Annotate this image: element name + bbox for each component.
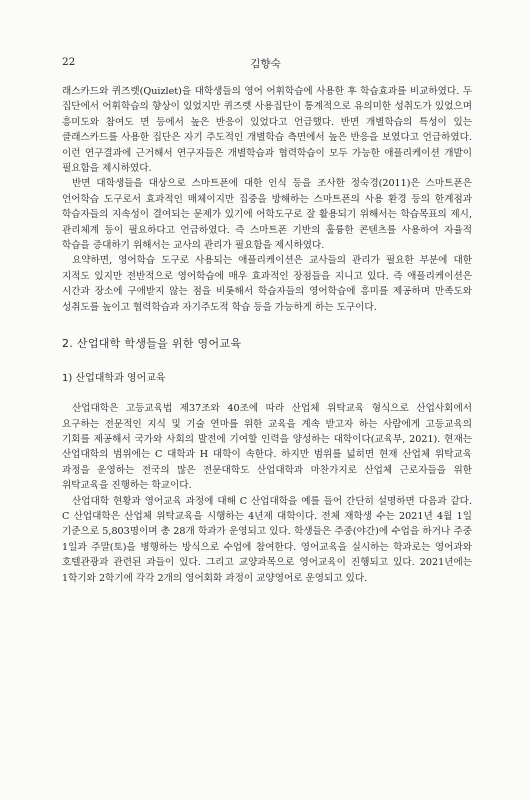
subsection-heading: 1) 산업대학과 영어교육 [62, 373, 166, 385]
paragraph: 반면 대학생들을 대상으로 스마트폰에 대한 인식 등을 조사한 정숙경(2011)은 스마트폰은 언어학습 도구로서 효과적인 매체이지만 집중을 방해하는 스마트폰의 사용 환경 등의 한계점과 학습자들의 지속성이 결여되는 문제가 있기에 어학도구로 잘 활용되기 위해서는 학습목표의 제시, 관리체계 등이 필요하다고 언급하였다. 즉 스마트폰 기반의 훌륭한 콘텐츠를 사용하여 자율적 학습을 증대하기 위해서는 교사의 관리가 필요함을 제시하였다. [62, 178, 472, 252]
running-header [62, 56, 469, 70]
paragraph: 요약하면, 영어학습 도구로 사용되는 애플리케이션은 교사들의 관리가 필요한 부분에 대한 지적도 있지만 전반적으로 영어학습에 매우 효과적인 장점들을 지니고 있다. 즉 애플리케이션은 시간과 장소에 구애받지 않는 점을 비롯해서 학습자들의 영어학습에 흥미를 제공하며 만족도와 성취도를 높이고 협력학습과 자기주도적 학습 등을 가능하게 하는 도구이다. [62, 255, 472, 313]
spacer [62, 384, 472, 401]
page-number: 22 [62, 56, 76, 68]
paragraph: 산업대학 현황과 영어교육 과정에 대해 C 산업대학을 예를 들어 간단히 설명하면 다음과 같다. C 산업대학은 산업체 위탁교육을 시행하는 4년제 대학이다. 전체 재학생 수는 2021년 4월 1일 기준으로 5,803명이며 총 28개 학과가 운영되고 있다. 학생들은 주중(야간)에 수업을 하거나 주중 1일과 주말(토)을 병행하는 방식으로 수업에 참여한다. 영어교육을 실시하는 학과로는 영어과와 호텔관광과 관련된 과들이 있다. 그리고 교양과목으로 영어교육이 진행되고 있다. 2021년에는 1학기와 2학기에 각각 2개의 영어회화 과정이 교양영어로 운영되고 있다. [62, 495, 472, 584]
paragraph: 산업대학은 고등교육법 제37조와 40조에 따라 산업체 위탁교육 형식으로 산업사회에서 요구하는 전문적인 지식 및 기술 연마를 위한 교육을 계속 받고자 하는 사람에게 고등교육의 기회를 제공해서 국가와 사회의 발전에 기여할 인력을 양성하는 대학이다(교육부, 2021). 현재는 산업대학의 범위에는 C 대학과 H 대학이 속한다. 하지만 범위를 넓히면 현재 산업체 위탁교육 과정을 운영하는 전국의 많은 전문대학도 산업대학과 마찬가지로 산업체 근로자들을 위한 위탁교육을 진행하는 학교이다. [62, 403, 472, 492]
section-heading: 2. 산업대학 학생들을 위한 영어교육 [62, 337, 242, 351]
body-text [62, 84, 472, 586]
paragraph: 래스카드와 퀴즈렛(Quizlet)을 대학생들의 영어 어휘학습에 사용한 후 학습효과를 비교하였다. 두 집단에서 어휘학습의 향상이 있었지만 퀴즈렛 사용집단이 통계적으로 유의미한 성취도가 있었으며 흥미도와 참여도 면 등에서 높은 반응이 있었다고 언급했다. 반면 개별학습의 특성이 있는 클래스카드를 사용한 집단은 자기 주도적인 개별학습 측면에서 높은 반응을 보였다고 언급하였다. 이런 연구결과에 근거해서 연구자들은 개별학습과 협력학습이 모두 가능한 애플리케이션 개발이 필요함을 제시하였다. [62, 86, 472, 175]
running-author: 김향숙 [250, 58, 281, 70]
